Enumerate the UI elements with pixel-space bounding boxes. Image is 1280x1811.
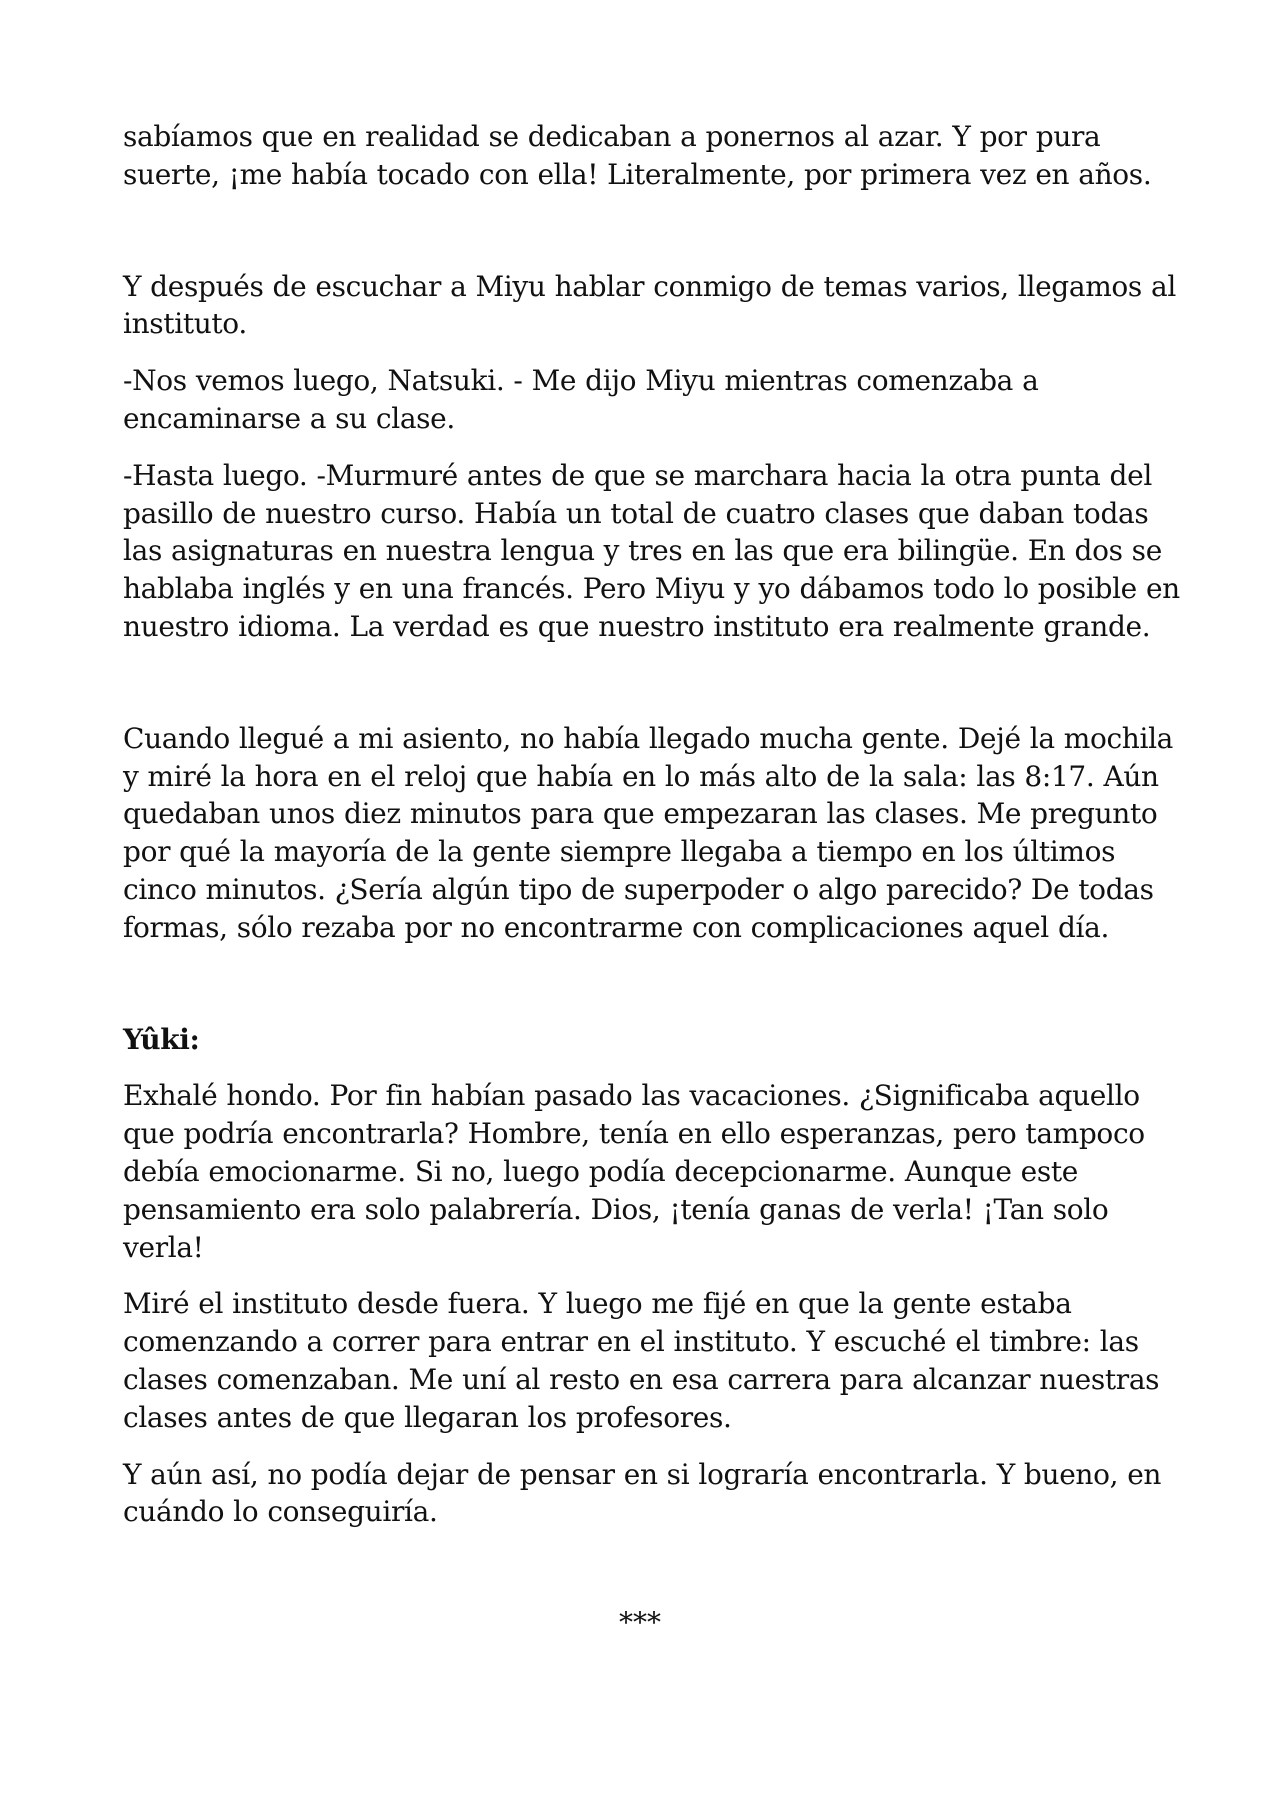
paragraph-3: -Nos vemos luego, Natsuki. - Me dijo Miyu mientras comenzaba a encaminarse a su clase. bbox=[123, 364, 1039, 435]
paragraph-1: sabíamos que en realidad se dedicaban a ponernos al azar. Y por pura suerte, ¡me había tocado con ella! Literalmente, por primera vez en años. bbox=[123, 120, 1152, 191]
paragraph-2: Y después de escuchar a Miyu hablar conmigo de temas varios, llegamos al instituto. bbox=[123, 269, 1176, 341]
paragraph-4: -Hasta luego. -Murmuré antes de que se marchara hacia la otra punta del pasillo de nuestro curso. Había un total de cuatro clases que daban todas las asignaturas en nuestra lengua y tres en las que era bilingüe. En dos se hablaba inglés y en una francés. Pero Miyu y yo dábamos todo lo posible en nuestro idioma. La verdad es que nuestro instituto era realmente grande. bbox=[123, 458, 1180, 643]
paragraph-7: Miré el instituto desde fuera. Y luego me fijé en que la gente estaba comenzando a correr para entrar en el instituto. Y escuché el timbre: las clases comenzaban. Me uní al resto en esa carrera para alcanzar nuestras clases antes de que llegaran los profesores. bbox=[123, 1287, 1160, 1434]
paragraph-8: Y aún así, no podía dejar de pensar en si lograría encontrarla. Y bueno, en cuándo lo conseguiría. bbox=[123, 1457, 1162, 1529]
paragraph-5: Cuando llegué a mi asiento, no había llegado mucha gente. Dejé la mochila y miré la hora en el reloj que había en lo más alto de la sala: las 8:17. Aún quedaban unos diez minutos para que empezaran las clases. Me pregunto por qué la mayoría de la gente siempre llegaba a tiempo en los últimos cinco minutos. ¿Sería algún tipo de superpoder o algo parecido? De todas formas, sólo rezaba por no encontrarme con complicaciones aquel día. bbox=[123, 721, 1174, 944]
paragraph-6: Exhalé hondo. Por fin habían pasado las vacaciones. ¿Significaba aquello que podría encontrarla? Hombre, tenía en ello esperanzas, pero tampoco debía emocionarme. Si no, luego podía decepcionarme. Aunque este pensamiento era solo palabrería. Dios, ¡tenía ganas de verla! ¡Tan solo verla! bbox=[123, 1079, 1145, 1264]
section-heading-yuki: Yûki: bbox=[123, 1022, 200, 1056]
scene-separator: *** bbox=[619, 1606, 661, 1639]
document-body bbox=[123, 118, 1183, 1531]
